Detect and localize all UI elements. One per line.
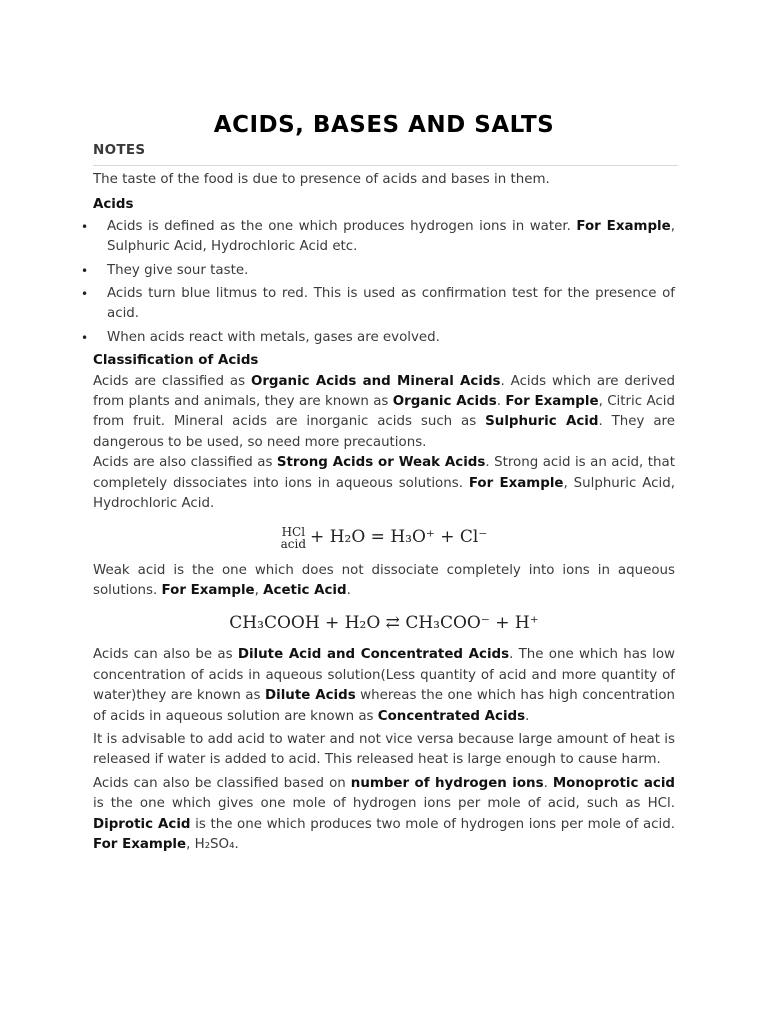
paragraph-strong-weak	[93, 453, 675, 514]
bold-run: Diprotic Acid	[93, 816, 191, 832]
classification-heading: Classification of Acids	[93, 353, 259, 369]
text-run: , H₂SO₄.	[186, 836, 239, 852]
text-run: . The one which has low concentration of acids in aqueous solution(Less quantity of acid and more quantity of water)they are known as	[93, 647, 676, 704]
bold-run: Sulphuric Acid	[485, 414, 599, 430]
notes-divider	[93, 165, 678, 166]
equation-hcl-label: HCl	[281, 524, 306, 539]
bold-run: For Example	[505, 394, 599, 410]
equation-acetic: CH₃COOH + H₂O ⇄ CH₃COO⁻ + H⁺	[229, 613, 539, 634]
bullet-text: , Sulphuric Acid, Hydrochloric Acid etc.	[107, 218, 675, 255]
list-item: • Acids turn blue litmus to red. This is used as confirmation test for the presence of acid.	[93, 284, 675, 325]
text-run: ,	[254, 582, 264, 598]
text-run: Acids are also classified as	[93, 455, 277, 471]
document-body	[93, 170, 675, 855]
bold-run: Organic Acids	[392, 394, 497, 410]
text-run: Acids can also be classified based on	[93, 775, 351, 791]
text-run: .	[525, 708, 530, 724]
page-title: ACIDS, BASES AND SALTS	[213, 112, 555, 138]
paragraph-dilute-concentrated	[93, 645, 675, 727]
text-run: , Citric Acid from fruit. Mineral acids are inorganic acids such as	[93, 394, 675, 430]
bullet-bold: For Example	[576, 218, 671, 234]
text-run: Weak acid is the one which does not dissociate completely into ions in aqueous solutions.	[93, 562, 675, 598]
text-run: . Strong acid is an acid, that completely dissociates into ions in aqueous solutions.	[93, 455, 675, 491]
acids-bullet-list	[93, 217, 675, 348]
paragraph-safety: It is advisable to add acid to water and not vice versa because large amount of heat is released if water is added to acid. This released heat is large enough to cause harm.	[93, 731, 675, 768]
acids-heading: Acids	[93, 197, 134, 213]
bold-run: For Example	[93, 836, 187, 852]
bold-run: Acetic Acid	[263, 582, 347, 598]
bold-run: Dilute Acid and Concentrated Acids	[237, 647, 510, 663]
equation-hcl	[93, 515, 675, 561]
bold-run: Dilute Acids	[265, 688, 356, 704]
text-run: is the one which gives one mole of hydrogen ions per mole of acid, such as HCl.	[93, 796, 675, 812]
paragraph-weak-acid	[93, 561, 675, 602]
text-run: Acids are classified as	[93, 373, 251, 389]
bold-run: Organic Acids and Mineral Acids	[250, 373, 501, 389]
list-item: • When acids react with metals, gases are evolved.	[93, 328, 675, 348]
equation-acid-label: acid	[280, 536, 307, 551]
bold-run: For Example	[161, 582, 255, 598]
bold-run: Concentrated Acids	[377, 708, 526, 724]
bold-run: Strong Acids or Weak Acids	[276, 455, 486, 471]
list-item: • They give sour taste.	[93, 261, 675, 281]
bold-run: For Example	[468, 475, 564, 491]
text-run: is the one which produces two mole of hydrogen ions per mole of acid.	[190, 816, 675, 832]
bold-run: Monoprotic acid	[552, 775, 676, 791]
text-run: , Sulphuric Acid, Hydrochloric Acid.	[93, 475, 675, 512]
text-run: Acids can also be as	[93, 647, 238, 663]
text-run: .	[543, 775, 553, 791]
equation-rest: + H₂O = H₃O⁺ + Cl⁻	[310, 527, 488, 548]
text-run: .	[346, 582, 351, 598]
bullet-text: Acids is defined as the one which produces hydrogen ions in water.	[107, 218, 571, 234]
intro-paragraph: The taste of the food is due to presence of acids and bases in them.	[93, 172, 550, 187]
paragraph-protic	[93, 774, 675, 856]
list-item	[93, 217, 675, 258]
text-run: . They are dangerous to be used, so need more precautions.	[93, 414, 675, 450]
notes-label: NOTES	[93, 142, 146, 158]
equation-stack	[281, 526, 306, 550]
text-run: .	[496, 394, 506, 410]
text-run: . Acids which are derived from plants and animals, they are known as	[93, 373, 676, 410]
text-run: whereas the one which has high concentration of acids in aqueous solution are known as	[93, 688, 676, 724]
paragraph-organic-mineral	[93, 372, 675, 454]
bold-run: number of hydrogen ions	[350, 775, 544, 791]
